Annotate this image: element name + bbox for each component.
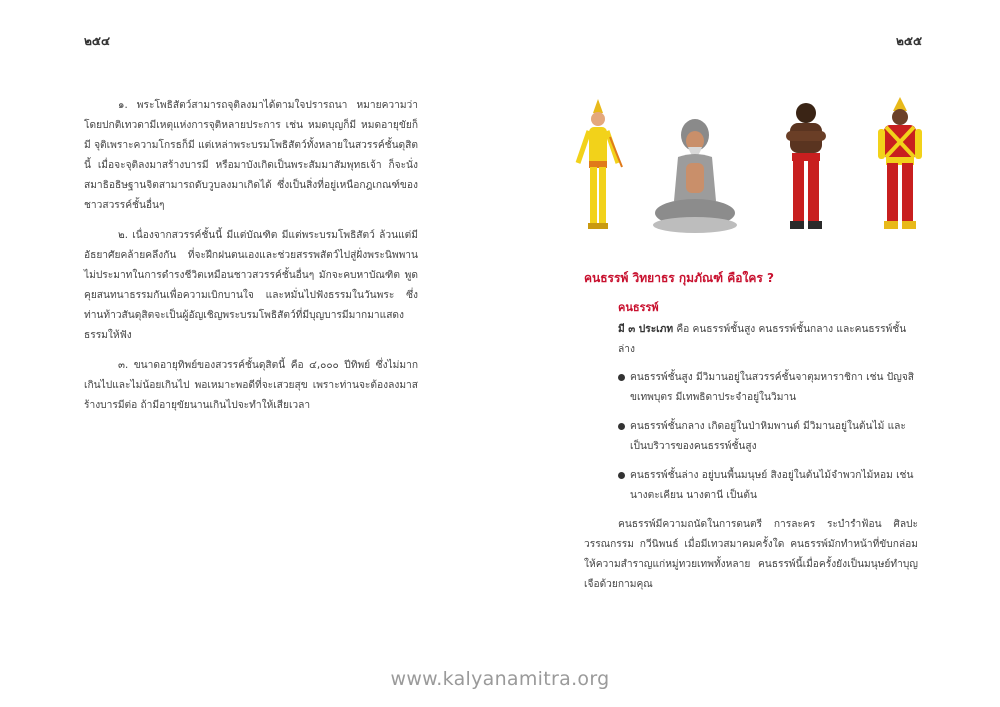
right-column bbox=[584, 268, 918, 595]
list-item: คนธรรพ์ชั้นสูง มีวิมานอยู่ในสวรรค์ชั้นจาตุมหาราชิกา เช่น ปัญจสิขเทพบุตร มีเทพธิดาประจำอยู่ในวิมาน bbox=[618, 368, 918, 408]
left-column bbox=[84, 96, 418, 426]
types-prefix: มี ๓ ประเภท bbox=[618, 324, 674, 335]
figure-yaksha-icon bbox=[872, 97, 928, 237]
page-number-right: ๒๕๕ bbox=[896, 34, 923, 48]
paragraph-1: ๑. พระโพธิสัตว์สามารถจุติลงมาได้ตามใจปรารถนา หมายความว่า โดยปกติเทวดามีเหตุแห่งการจุติหลายประการ เช่น หมดบุญก็มี หมดอายุขัยก็มี จุติเพราะความโกรธก็มี แต่เหล่าพระบรมโพธิสัตว์ทั้งหลายในสวรรค์ชั้นดุสิตนี้ เมื่อจะจุติลงมาสร้างบารมี หรือมาบังเกิดเป็นพระสัมมาสัมพุทธเจ้า ก็จะนั่งสมาธิอธิษฐานจิตสามารถดับวูบลงมาเกิดได้ ซึ่งเป็นสิ่งที่อยู่เหนือกฎเกณฑ์ของชาวสวรรค์ชั้นอื่นๆ bbox=[84, 100, 418, 211]
figure-gandharva-icon bbox=[568, 97, 628, 237]
figures-row bbox=[566, 92, 926, 237]
paragraph-2: ๒. เนื่องจากสวรรค์ชั้นนี้ มีแต่บัณฑิต มีแต่พระบรมโพธิสัตว์ ล้วนแต่มีอัธยาศัยคล้ายคลึงกัน ที่จะฝึกฝนตนเองและช่วยสรรพสัตว์ไปสู่ฝั่งพระนิพพาน ไม่ประมาทในการดำรงชีวิตเหมือนชาวสวรรค์ชั้นอื่นๆ มักจะคบหาบัณฑิต พูดคุยสนทนาธรรมกันเพื่อความเบิกบานใจ และหมั่นไปฟังธรรมในวันพระ ซึ่งท่านท้าวสันดุสิตจะเป็นผู้อัญเชิญพระบรมโพธิสัตว์ที่มีบุญบารมีมากมาแสดงธรรมให้ฟัง bbox=[84, 230, 418, 341]
types-list bbox=[584, 368, 918, 506]
types-line bbox=[618, 320, 918, 360]
footer-url: www.kalyanamitra.org bbox=[390, 668, 610, 690]
figure-vidyadhara-icon bbox=[650, 117, 740, 237]
page-number-left: ๒๕๔ bbox=[84, 34, 111, 48]
paragraph-3: ๓. ขนาดอายุทิพย์ของสวรรค์ชั้นดุสิตนี้ คือ ๔,๐๐๐ ปีทิพย์ ซึ่งไม่มากเกินไปและไม่น้อยเกินไป พอเหมาะพอดีที่จะเสวยสุข เพราะท่านจะต้องลงมาสร้างบารมีต่อ ถ้ามีอายุขัยนานเกินไปจะทำให้เสียเวลา bbox=[84, 360, 418, 411]
list-item: คนธรรพ์ชั้นกลาง เกิดอยู่ในป่าหิมพานต์ มีวิมานอยู่ในต้นไม้ และเป็นบริวารของคนธรรพ์ชั้นสูง bbox=[618, 417, 918, 457]
types-text: คือ คนธรรพ์ชั้นสูง คนธรรพ์ชั้นกลาง และคนธรรพ์ชั้นล่าง bbox=[618, 324, 907, 355]
figure-kumbhanda-icon bbox=[778, 97, 834, 237]
list-item: คนธรรพ์ชั้นล่าง อยู่บนพื้นมนุษย์ สิงอยู่ในต้นไม้จำพวกไม้หอม เช่น นางตะเคียน นางตานี เป็นต้น bbox=[618, 466, 918, 506]
closing-paragraph: คนธรรพ์มีความถนัดในการดนตรี การละคร ระบำรำฟ้อน ศิลปะวรรณกรรม กวีนิพนธ์ เมื่อมีเทวสมาคมครั้งใด คนธรรพ์มักทำหน้าที่ขับกล่อมให้ความสำราญแก่หมู่ทวยเทพทั้งหลาย คนธรรพ์นี้เมื่อครั้งยังเป็นมนุษย์ทำบุญเจือด้วยกามคุณ bbox=[584, 519, 918, 590]
sub-heading: คนธรรพ์ bbox=[618, 301, 659, 314]
section-heading: คนธรรพ์ วิทยาธร กุมภัณฑ์ คือใคร ? bbox=[584, 271, 774, 285]
